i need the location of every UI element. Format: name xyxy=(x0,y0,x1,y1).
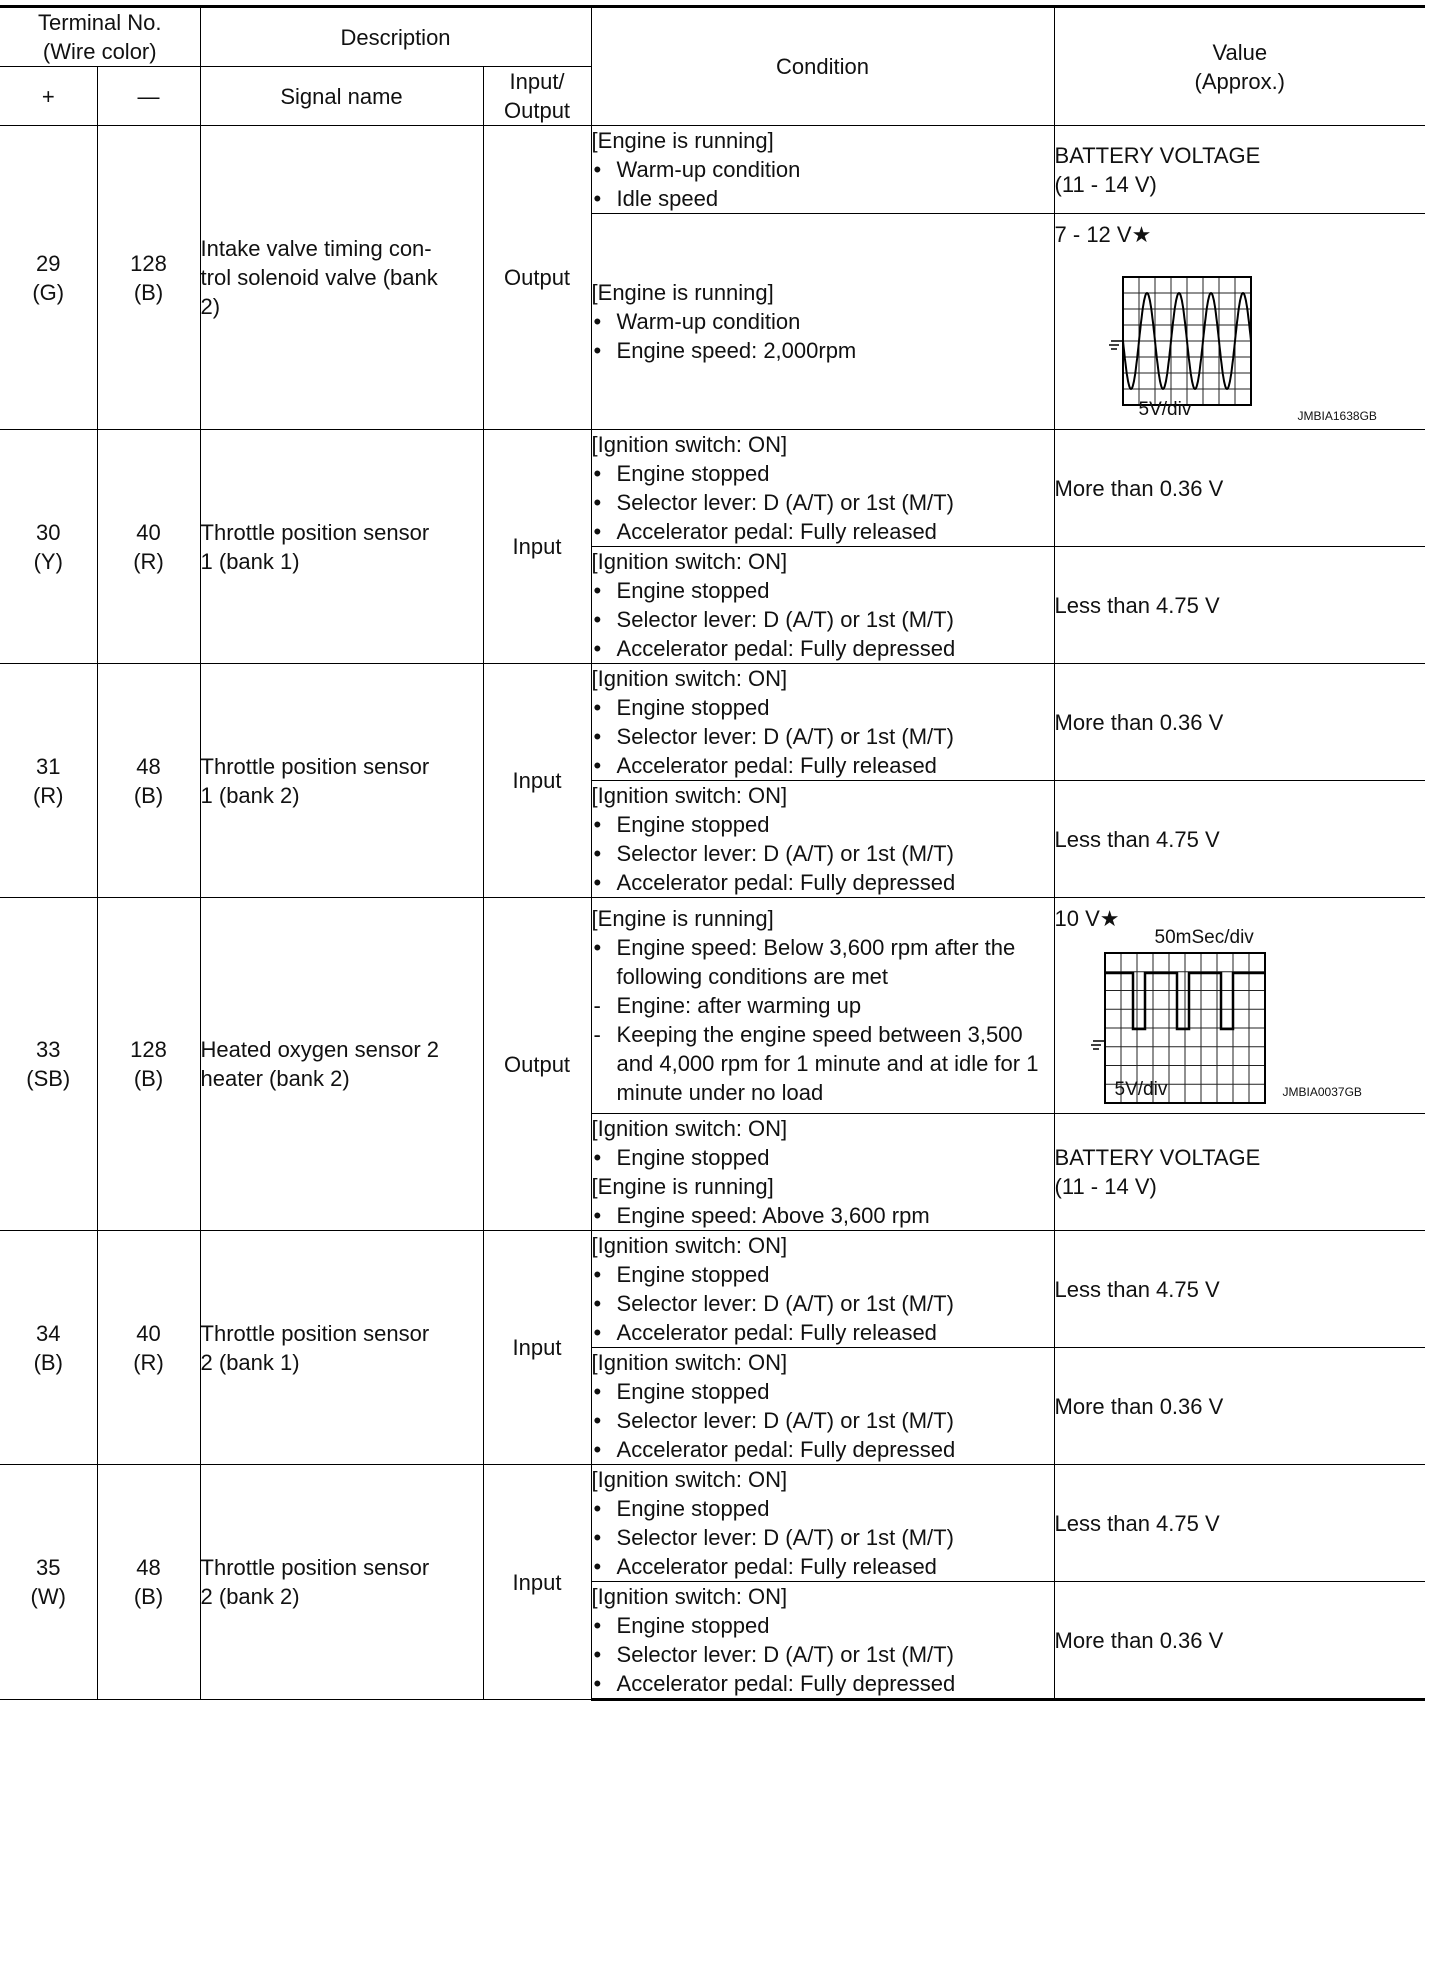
condition-heading: [Ignition switch: ON] xyxy=(591,666,788,691)
bullet-marker: • xyxy=(593,186,602,211)
volt-div-label: 5V/div xyxy=(1138,399,1192,420)
condition-text: Selector lever: D (A/T) or 1st (M/T) xyxy=(616,841,954,866)
bullet-marker: • xyxy=(593,753,602,778)
terminal-minus: 128 (B) xyxy=(97,898,200,1231)
figure-code: JMBIA0037GB xyxy=(1282,1085,1362,1099)
condition-heading: [Ignition switch: ON] xyxy=(591,1350,788,1375)
condition-text: Warm-up condition xyxy=(616,157,801,182)
bullet-marker: • xyxy=(593,1554,602,1579)
value-cell xyxy=(1054,898,1425,1114)
condition-bullet-line xyxy=(592,933,1046,991)
signal-name: Throttle position sensor 1 (bank 2) xyxy=(200,664,483,898)
condition-text: Engine stopped xyxy=(616,695,770,720)
input-output: Input xyxy=(483,1465,591,1700)
value-cell: BATTERY VOLTAGE (11 - 14 V) xyxy=(1054,126,1425,214)
bullet-marker: • xyxy=(593,1496,602,1521)
condition-bullet-line xyxy=(592,991,1046,1020)
signal-name: Throttle position sensor 2 (bank 1) xyxy=(200,1231,483,1465)
condition-text: Engine stopped xyxy=(616,461,770,486)
condition-cell xyxy=(591,430,1054,547)
condition-bullet-line xyxy=(592,576,1054,605)
condition-text: Accelerator pedal: Fully released xyxy=(616,1320,937,1345)
condition-bullet-line xyxy=(592,1669,1054,1698)
condition-bullet-line xyxy=(592,1406,1054,1435)
condition-cell xyxy=(591,1114,1054,1231)
bullet-marker: • xyxy=(593,1320,602,1345)
header-plus: + xyxy=(0,67,97,126)
table-row xyxy=(0,1231,1425,1348)
condition-bullet-line xyxy=(592,1494,1054,1523)
signal-name: Intake valve timing con- trol solenoid valve (bank 2) xyxy=(200,126,483,430)
pulse-waveform xyxy=(1055,927,1385,1103)
condition-bullet-line xyxy=(592,1611,1054,1640)
terminal-plus: 29 (G) xyxy=(0,126,97,430)
bullet-marker: • xyxy=(593,1379,602,1404)
condition-text: Selector lever: D (A/T) or 1st (M/T) xyxy=(616,607,954,632)
condition-bullet-line xyxy=(592,155,1054,184)
bullet-marker: • xyxy=(593,1613,602,1638)
condition-text: Engine stopped xyxy=(616,1145,770,1170)
signal-name: Throttle position sensor 1 (bank 1) xyxy=(200,430,483,664)
terminal-plus: 33 (SB) xyxy=(0,898,97,1231)
condition-bullet-line xyxy=(592,722,1054,751)
condition-text: Engine speed: 2,000rpm xyxy=(616,338,857,363)
bullet-marker: • xyxy=(593,935,602,960)
bullet-marker: • xyxy=(593,607,602,632)
condition-text: Engine: after warming up xyxy=(616,993,862,1018)
condition-heading: [Ignition switch: ON] xyxy=(591,1467,788,1492)
bullet-marker: • xyxy=(593,1262,602,1287)
condition-heading: [Engine is running] xyxy=(591,128,774,153)
condition-heading: [Engine is running] xyxy=(591,906,774,931)
terminal-plus: 31 (R) xyxy=(0,664,97,898)
time-div-label: 50mSec/div xyxy=(1154,927,1254,948)
value-cell: Less than 4.75 V xyxy=(1054,1231,1425,1348)
table-body xyxy=(0,126,1425,1700)
bullet-marker: - xyxy=(593,1022,601,1047)
condition-cell xyxy=(591,898,1054,1114)
condition-bullet-line xyxy=(592,634,1054,663)
bullet-marker: • xyxy=(593,1525,602,1550)
condition-bullet-line xyxy=(592,1523,1054,1552)
condition-text: Keeping the engine speed between 3,500 and 4,000 rpm for 1 minute and at idle for 1 minute under no load xyxy=(616,1022,1039,1105)
header-condition: Condition xyxy=(591,7,1054,126)
value-cell: Less than 4.75 V xyxy=(1054,1465,1425,1582)
condition-text: Accelerator pedal: Fully released xyxy=(616,753,937,778)
value-cell: BATTERY VOLTAGE (11 - 14 V) xyxy=(1054,1114,1425,1231)
condition-cell xyxy=(591,126,1054,214)
table-row xyxy=(0,898,1425,1114)
condition-bullet-line xyxy=(592,1435,1054,1464)
condition-cell xyxy=(591,214,1054,430)
condition-text: Engine speed: Below 3,600 rpm after the following conditions are met xyxy=(616,935,1016,989)
table-row xyxy=(0,430,1425,547)
condition-text: Selector lever: D (A/T) or 1st (M/T) xyxy=(616,490,954,515)
ground-icon xyxy=(1109,341,1123,349)
bullet-marker: • xyxy=(593,1642,602,1667)
table-row xyxy=(0,1465,1425,1582)
signal-name: Heated oxygen sensor 2 heater (bank 2) xyxy=(200,898,483,1231)
terminal-table xyxy=(0,5,1425,1701)
condition-text: Selector lever: D (A/T) or 1st (M/T) xyxy=(616,1525,954,1550)
bullet-marker: • xyxy=(593,1291,602,1316)
condition-text: Accelerator pedal: Fully depressed xyxy=(616,1437,956,1462)
condition-cell xyxy=(591,547,1054,664)
condition-bullet-line xyxy=(592,1552,1054,1581)
bullet-marker: • xyxy=(593,695,602,720)
condition-cell xyxy=(591,1582,1054,1700)
terminal-minus: 128 (B) xyxy=(97,126,200,430)
condition-text: Accelerator pedal: Fully released xyxy=(616,519,937,544)
condition-heading: [Engine is running] xyxy=(591,1174,774,1199)
condition-bullet-line xyxy=(592,605,1054,634)
header-description: Description xyxy=(200,7,591,67)
condition-bullet-line xyxy=(592,1143,1054,1172)
condition-text: Accelerator pedal: Fully depressed xyxy=(616,636,956,661)
header-terminal-no: Terminal No. (Wire color) xyxy=(0,7,200,67)
condition-cell xyxy=(591,781,1054,898)
header-value: Value (Approx.) xyxy=(1054,7,1425,126)
condition-heading: [Ignition switch: ON] xyxy=(591,1584,788,1609)
condition-text: Accelerator pedal: Fully released xyxy=(616,1554,937,1579)
bullet-marker: • xyxy=(593,309,602,334)
condition-bullet-line xyxy=(592,1318,1054,1347)
condition-heading: [Engine is running] xyxy=(591,280,774,305)
condition-text: Engine stopped xyxy=(616,1496,770,1521)
value-cell: More than 0.36 V xyxy=(1054,430,1425,547)
condition-text: Selector lever: D (A/T) or 1st (M/T) xyxy=(616,724,954,749)
condition-bullet-line xyxy=(592,1201,1054,1230)
condition-bullet-line xyxy=(592,459,1054,488)
condition-bullet-line xyxy=(592,868,1054,897)
terminal-minus: 48 (B) xyxy=(97,664,200,898)
header-input-output: Input/ Output xyxy=(483,67,591,126)
table-row xyxy=(0,664,1425,781)
value-cell: Less than 4.75 V xyxy=(1054,781,1425,898)
figure-code: JMBIA1638GB xyxy=(1297,409,1377,423)
terminal-minus: 48 (B) xyxy=(97,1465,200,1700)
terminal-plus: 34 (B) xyxy=(0,1231,97,1465)
condition-bullet-line xyxy=(592,1640,1054,1669)
bullet-marker: • xyxy=(593,1203,602,1228)
bullet-marker: • xyxy=(593,812,602,837)
ground-icon xyxy=(1091,1041,1105,1049)
bullet-marker: • xyxy=(593,1437,602,1462)
condition-text: Engine stopped xyxy=(616,1613,770,1638)
value-cell: More than 0.36 V xyxy=(1054,1348,1425,1465)
condition-bullet-line xyxy=(592,693,1054,722)
condition-bullet-line xyxy=(592,1377,1054,1406)
condition-heading: [Ignition switch: ON] xyxy=(591,432,788,457)
input-output: Input xyxy=(483,1231,591,1465)
condition-text: Engine speed: Above 3,600 rpm xyxy=(616,1203,930,1228)
condition-heading: [Ignition switch: ON] xyxy=(591,783,788,808)
volt-div-label: 5V/div xyxy=(1114,1079,1168,1100)
condition-cell xyxy=(591,664,1054,781)
condition-bullet-line xyxy=(592,307,1054,336)
condition-text: Engine stopped xyxy=(616,1262,770,1287)
condition-bullet-line xyxy=(592,517,1054,546)
condition-text: Engine stopped xyxy=(616,812,770,837)
condition-bullet-line xyxy=(592,1260,1054,1289)
condition-bullet-line xyxy=(592,184,1054,213)
condition-text: Selector lever: D (A/T) or 1st (M/T) xyxy=(616,1642,954,1667)
condition-text: Selector lever: D (A/T) or 1st (M/T) xyxy=(616,1291,954,1316)
bullet-marker: • xyxy=(593,578,602,603)
condition-heading: [Ignition switch: ON] xyxy=(591,1233,788,1258)
terminal-minus: 40 (R) xyxy=(97,1231,200,1465)
sine-waveform xyxy=(1055,249,1385,429)
signal-name: Throttle position sensor 2 (bank 2) xyxy=(200,1465,483,1700)
terminal-minus: 40 (R) xyxy=(97,430,200,664)
bullet-marker: • xyxy=(593,519,602,544)
header-minus: — xyxy=(97,67,200,126)
table-row xyxy=(0,126,1425,214)
value-text: 10 V★ xyxy=(1054,906,1120,931)
condition-bullet-line xyxy=(592,488,1054,517)
value-cell xyxy=(1054,214,1425,430)
condition-text: Engine stopped xyxy=(616,578,770,603)
condition-heading: [Ignition switch: ON] xyxy=(591,1116,788,1141)
value-cell: More than 0.36 V xyxy=(1054,664,1425,781)
condition-cell xyxy=(591,1465,1054,1582)
bullet-marker: • xyxy=(593,338,602,363)
condition-cell xyxy=(591,1231,1054,1348)
condition-bullet-line xyxy=(592,336,1054,365)
condition-cell xyxy=(591,1348,1054,1465)
bullet-marker: - xyxy=(593,993,601,1018)
value-cell: More than 0.36 V xyxy=(1054,1582,1425,1700)
input-output: Output xyxy=(483,898,591,1231)
header-signal-name: Signal name xyxy=(200,67,483,126)
bullet-marker: • xyxy=(593,870,602,895)
input-output: Output xyxy=(483,126,591,430)
condition-bullet-line xyxy=(592,1020,1046,1107)
terminal-plus: 30 (Y) xyxy=(0,430,97,664)
bullet-marker: • xyxy=(593,157,602,182)
bullet-marker: • xyxy=(593,461,602,486)
bullet-marker: • xyxy=(593,841,602,866)
condition-text: Idle speed xyxy=(616,186,719,211)
bullet-marker: • xyxy=(593,1408,602,1433)
condition-bullet-line xyxy=(592,839,1054,868)
bullet-marker: • xyxy=(593,490,602,515)
bullet-marker: • xyxy=(593,1145,602,1170)
value-text: 7 - 12 V★ xyxy=(1054,222,1152,247)
condition-text: Warm-up condition xyxy=(616,309,801,334)
bullet-marker: • xyxy=(593,724,602,749)
terminal-plus: 35 (W) xyxy=(0,1465,97,1700)
input-output: Input xyxy=(483,430,591,664)
condition-text: Accelerator pedal: Fully depressed xyxy=(616,870,956,895)
condition-bullet-line xyxy=(592,1289,1054,1318)
condition-heading: [Ignition switch: ON] xyxy=(591,549,788,574)
input-output: Input xyxy=(483,664,591,898)
value-cell: Less than 4.75 V xyxy=(1054,547,1425,664)
condition-bullet-line xyxy=(592,751,1054,780)
condition-text: Accelerator pedal: Fully depressed xyxy=(616,1671,956,1696)
condition-bullet-line xyxy=(592,810,1054,839)
condition-text: Selector lever: D (A/T) or 1st (M/T) xyxy=(616,1408,954,1433)
bullet-marker: • xyxy=(593,1671,602,1696)
condition-text: Engine stopped xyxy=(616,1379,770,1404)
bullet-marker: • xyxy=(593,636,602,661)
